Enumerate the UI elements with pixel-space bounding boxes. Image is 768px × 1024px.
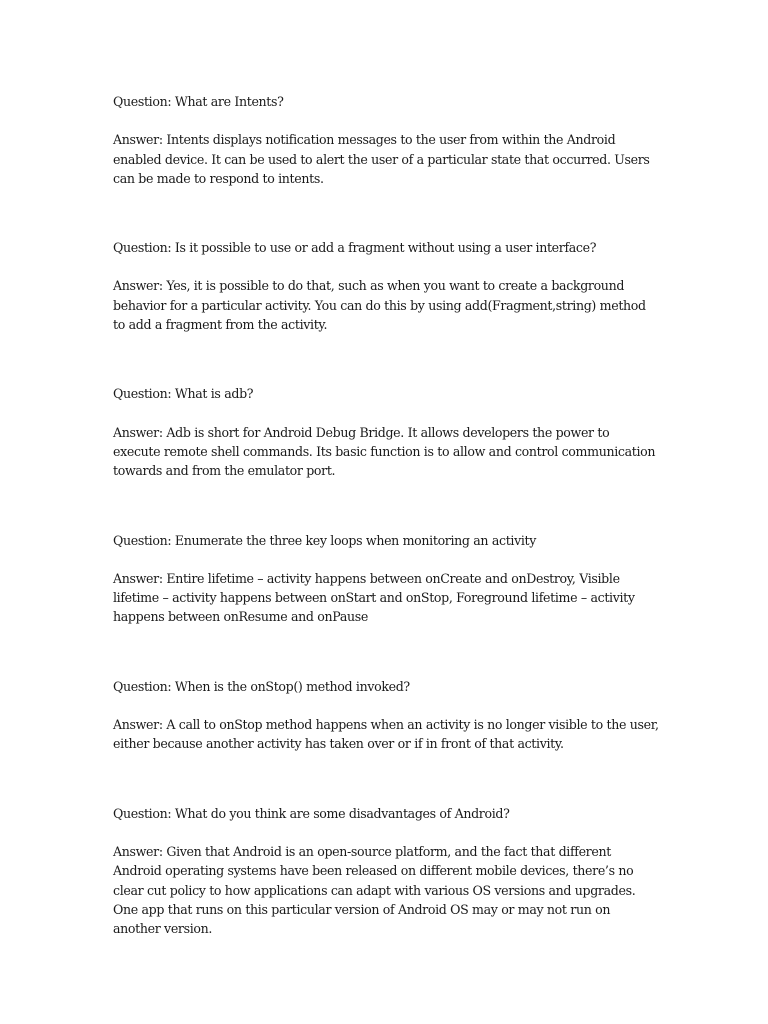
qa-block-fragment bbox=[113, 238, 659, 334]
question-text: Question: When is the onStop() method invoked? bbox=[113, 678, 410, 694]
answer-text: Answer: Entire lifetime – activity happens between onCreate and onDestroy, Visible lifetime – activity happens between onStart and onStop, Foreground lifetime – activity happens between onResume and onPause bbox=[113, 570, 635, 625]
question-text: Question: What is adb? bbox=[113, 386, 254, 402]
qa-block-adb bbox=[113, 384, 659, 480]
question-text: Question: Enumerate the three key loops when monitoring an activity bbox=[113, 532, 537, 548]
question-text: Question: What are Intents? bbox=[113, 94, 284, 109]
document-page bbox=[113, 92, 659, 988]
answer-text: Answer: Adb is short for Android Debug Bridge. It allows developers the power to execute remote shell commands. Its basic function is to allow and control communication towards and from the emulator port. bbox=[113, 424, 656, 479]
answer-text: Answer: Yes, it is possible to do that, such as when you want to create a background behavior for a particular activity. You can do this by using add(Fragment,string) method to add a fragment from the activity. bbox=[113, 278, 646, 333]
question-text: Question: What do you think are some disadvantages of Android? bbox=[113, 805, 510, 821]
answer-text: Answer: A call to onStop method happens when an activity is no longer visible to the user, either because another activity has taken over or if in front of that activity. bbox=[113, 717, 659, 752]
answer-text: Answer: Intents displays notification messages to the user from within the Android enabled device. It can be used to alert the user of a particular state that occurred. Users can be made to respond to intents. bbox=[113, 132, 650, 186]
qa-block-intents bbox=[113, 92, 659, 188]
qa-block-loops bbox=[113, 531, 659, 627]
question-text: Question: Is it possible to use or add a fragment without using a user interface? bbox=[113, 240, 597, 256]
qa-block-disadvantages bbox=[113, 804, 659, 939]
answer-text: Answer: Given that Android is an open-source platform, and the fact that different Android operating systems have been released on different mobile devices, there’s no clear cut policy to how applications can adapt with various OS versions and upgrades. One app that runs on this particular version of Android OS may or may not run on another version. bbox=[113, 843, 636, 937]
qa-block-onstop bbox=[113, 677, 659, 754]
